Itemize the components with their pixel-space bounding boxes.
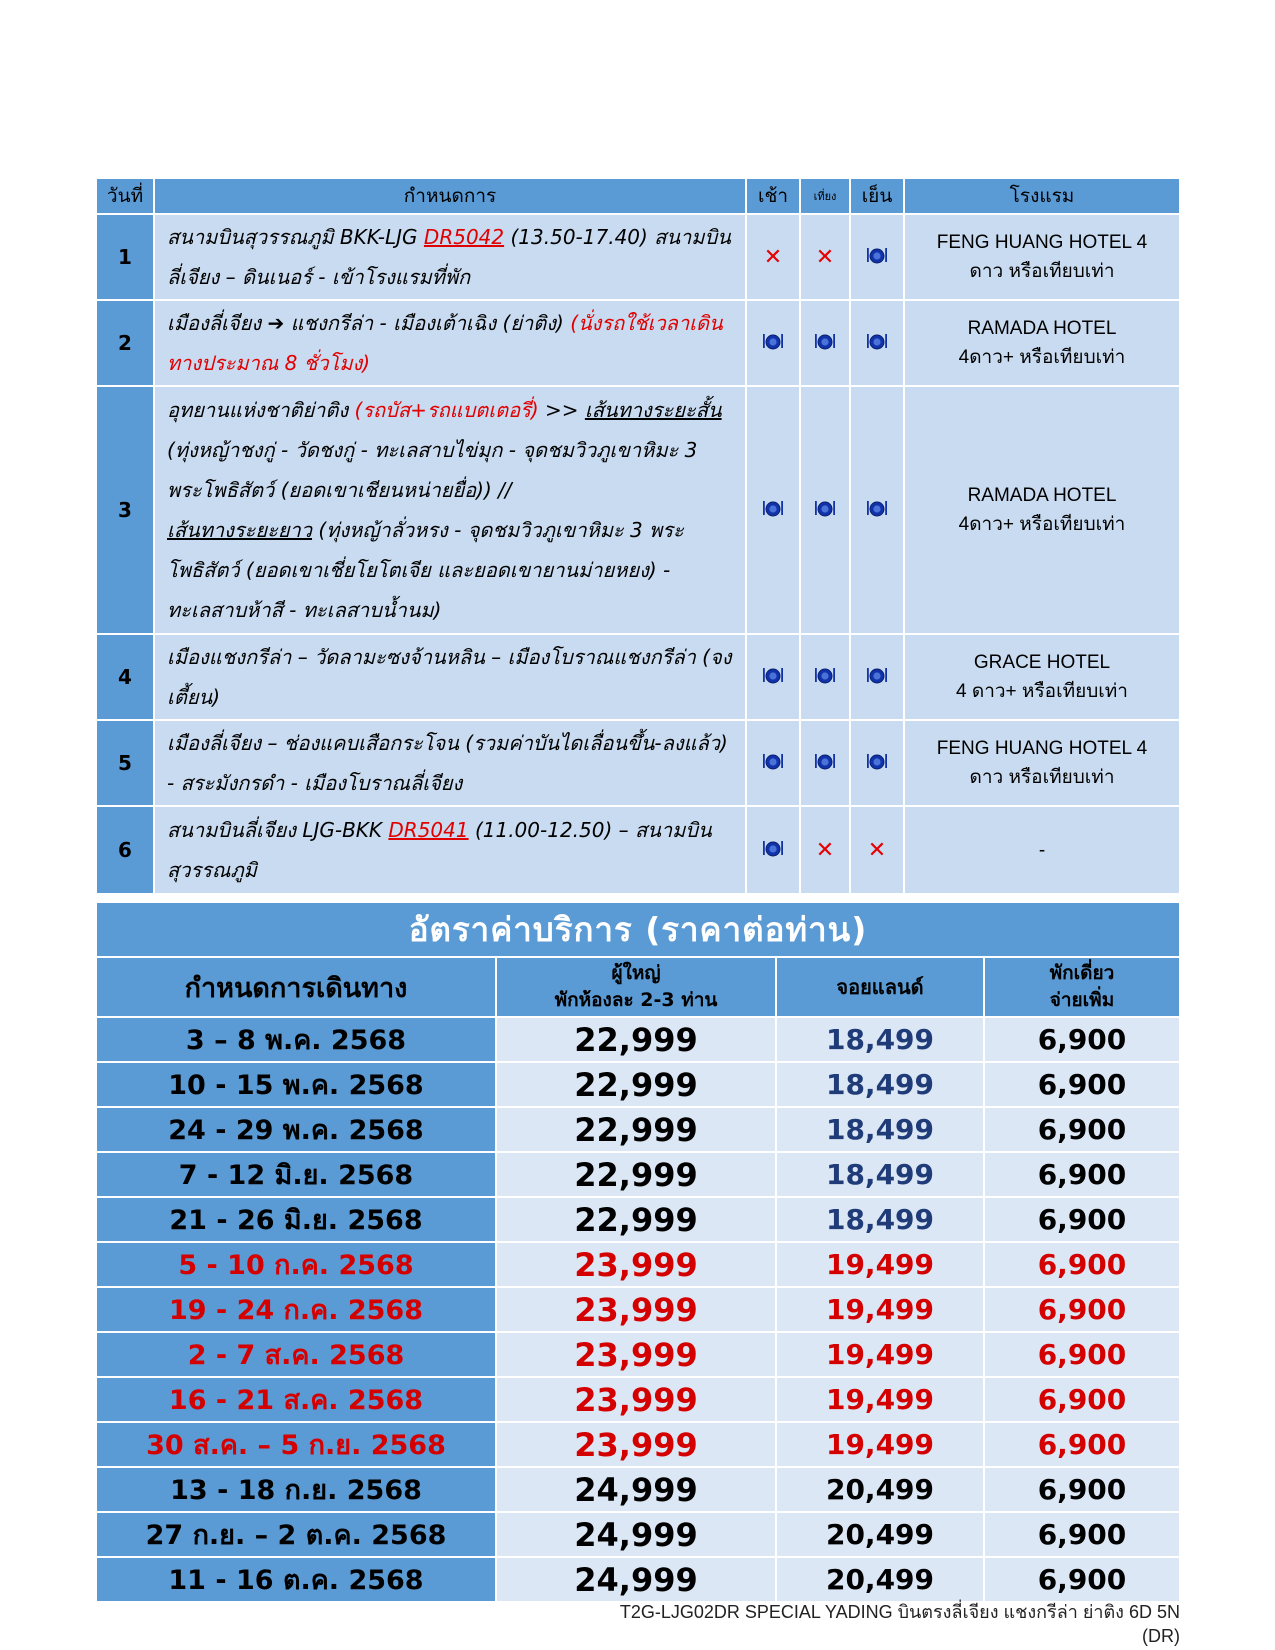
adult-price: 23,999	[496, 1332, 776, 1377]
price-table	[95, 901, 1181, 1603]
header-program: กำหนดการ	[154, 178, 746, 214]
travel-date: 24 - 29 พ.ค. 2568	[96, 1107, 496, 1152]
itinerary-header-row	[96, 178, 1180, 214]
program-text-part: (13.50-17.40) สนามบินลี่เจียง – ดินเนอร์ - เข้าโรงแรมที่พัก	[167, 225, 731, 289]
program-note: (รถบัส+รถแบตเตอรี่)	[354, 398, 539, 422]
program-text	[154, 386, 746, 634]
meal-lunch	[800, 720, 850, 806]
adult-price: 23,999	[496, 1422, 776, 1467]
meal-icon	[866, 751, 888, 775]
header-breakfast: เช้า	[746, 178, 800, 214]
meal-breakfast	[746, 386, 800, 634]
flight-link[interactable]: DR5042	[423, 225, 505, 249]
program-text-part: เมืองแชงกรีล่า – วัดลามะซงจ้านหลิน – เมืองโบราณแชงกรีล่า (จงเตี้ยน)	[167, 645, 732, 709]
price-row	[96, 1377, 1180, 1422]
adult-price: 22,999	[496, 1197, 776, 1242]
meal-breakfast	[746, 300, 800, 386]
single-supplement: 6,900	[984, 1107, 1180, 1152]
travel-date: 30 ส.ค. – 5 ก.ย. 2568	[96, 1422, 496, 1467]
price-row	[96, 1332, 1180, 1377]
price-row	[96, 1152, 1180, 1197]
program-text-part: เมืองลี่เจียง	[167, 311, 268, 335]
header-adult-line: ผู้ใหญ่	[611, 962, 661, 984]
hotel-name	[904, 300, 1180, 386]
meal-dinner	[850, 386, 904, 634]
meal-breakfast	[746, 634, 800, 720]
flight-link[interactable]: DR5041	[388, 818, 469, 842]
single-supplement: 6,900	[984, 1467, 1180, 1512]
day-number: 4	[96, 634, 154, 720]
hotel-line: GRACE HOTEL	[973, 652, 1111, 673]
hotel-line: 4 ดาว+ หรือเทียบเท่า	[956, 681, 1128, 702]
travel-date: 2 - 7 ส.ค. 2568	[96, 1332, 496, 1377]
program-text-part: (ทุ่งหญ้าลั่วหรง - จุดชมวิวภูเขาหิมะ 3 พระโพธิสัตว์ (ยอดเขาเชี่ยโยโตเจีย และยอดเขายานม่ายหยง) - ทะเลสาบห้าสี - ทะเลสาบน้ำนม)	[167, 518, 684, 622]
travel-date: 10 - 15 พ.ค. 2568	[96, 1062, 496, 1107]
adult-price: 22,999	[496, 1152, 776, 1197]
program-text-part: สนามบินสุวรรณภูมิ BKK-LJG	[167, 225, 424, 249]
program-text	[154, 720, 746, 806]
footer-code: T2G-LJG02DR SPECIAL YADING บินตรงลี่เจียง แชงกรีล่า ย่าติง 6D 5N (DR)	[619, 1602, 1180, 1646]
day-number: 6	[96, 806, 154, 894]
adult-price: 24,999	[496, 1557, 776, 1602]
price-rows	[96, 1017, 1180, 1602]
meal-breakfast	[746, 806, 800, 894]
single-supplement: 6,900	[984, 1197, 1180, 1242]
header-travel-date: กำหนดการเดินทาง	[96, 957, 496, 1017]
hotel-line: 4ดาว+ หรือเทียบเท่า	[958, 347, 1126, 368]
meal-icon	[762, 838, 784, 862]
adult-price: 24,999	[496, 1512, 776, 1557]
hotel-line: -	[1038, 839, 1046, 861]
header-single-line: จ่ายเพิ่ม	[1049, 989, 1115, 1011]
program-text-part: แชงกรีล่า - เมืองเต้าเฉิง (ย่าติง)	[284, 311, 571, 335]
hotel-name	[904, 720, 1180, 806]
price-row	[96, 1287, 1180, 1332]
meal-icon	[866, 331, 888, 355]
program-note: (นั่งรถใช้เวลาเดินทางประมาณ 8 ชั่วโมง)	[167, 311, 723, 375]
single-supplement: 6,900	[984, 1242, 1180, 1287]
itinerary-row	[96, 634, 1180, 720]
hotel-name	[904, 386, 1180, 634]
price-table-title: อัตราค่าบริการ (ราคาต่อท่าน)	[96, 902, 1180, 957]
hotel-line: 4ดาว+ หรือเทียบเท่า	[958, 514, 1126, 535]
joinland-price: 20,499	[776, 1512, 984, 1557]
header-day: วันที่	[96, 178, 154, 214]
meal-lunch	[800, 214, 850, 300]
program-text-part: (11.00-12.50) – สนามบินสุวรรณภูมิ	[167, 818, 712, 882]
itinerary-row	[96, 806, 1180, 894]
adult-price: 23,999	[496, 1377, 776, 1422]
meal-icon	[814, 751, 836, 775]
joinland-price: 19,499	[776, 1242, 984, 1287]
meal-icon	[762, 498, 784, 522]
price-row	[96, 1107, 1180, 1152]
price-row	[96, 1062, 1180, 1107]
program-text	[154, 300, 746, 386]
meal-icon	[762, 331, 784, 355]
hotel-line: FENG HUANG HOTEL 4	[936, 738, 1148, 759]
program-text	[154, 214, 746, 300]
single-supplement: 6,900	[984, 1512, 1180, 1557]
single-supplement: 6,900	[984, 1152, 1180, 1197]
header-single-line: พักเดี่ยว	[1049, 962, 1115, 984]
header-joinland: จอยแลนด์	[776, 957, 984, 1017]
meal-breakfast	[746, 214, 800, 300]
adult-price: 23,999	[496, 1287, 776, 1332]
meal-lunch	[800, 634, 850, 720]
meal-dinner	[850, 214, 904, 300]
travel-date: 19 - 24 ก.ค. 2568	[96, 1287, 496, 1332]
day-number: 1	[96, 214, 154, 300]
single-supplement: 6,900	[984, 1422, 1180, 1467]
joinland-price: 18,499	[776, 1017, 984, 1062]
meal-dinner	[850, 300, 904, 386]
meal-icon	[866, 245, 888, 269]
hotel-name	[904, 634, 1180, 720]
travel-date: 11 - 16 ต.ค. 2568	[96, 1557, 496, 1602]
joinland-price: 18,499	[776, 1197, 984, 1242]
header-hotel: โรงแรม	[904, 178, 1180, 214]
price-row	[96, 1422, 1180, 1467]
meal-icon	[762, 665, 784, 689]
header-lunch: เที่ยง	[800, 178, 850, 214]
program-text-part: (ทุ่งหญ้าชงกู่ - วัดชงกู่ - ทะเลสาบไข่มุก - จุดชมวิวภูเขาหิมะ 3 พระโพธิสัตว์ (ยอดเขาเชียนหน่ายยื่อ)) //	[167, 438, 698, 502]
travel-date: 21 - 26 มิ.ย. 2568	[96, 1197, 496, 1242]
meal-icon	[814, 665, 836, 689]
program-text	[154, 634, 746, 720]
single-supplement: 6,900	[984, 1377, 1180, 1422]
meal-dinner	[850, 720, 904, 806]
header-dinner: เย็น	[850, 178, 904, 214]
hotel-line: ดาว หรือเทียบเท่า	[969, 767, 1115, 788]
price-row	[96, 1512, 1180, 1557]
joinland-price: 18,499	[776, 1152, 984, 1197]
adult-price: 22,999	[496, 1107, 776, 1152]
single-supplement: 6,900	[984, 1017, 1180, 1062]
arrow-right-icon: ➔	[267, 311, 285, 335]
day-number: 5	[96, 720, 154, 806]
hotel-name	[904, 214, 1180, 300]
program-text-part: >>	[538, 398, 585, 422]
adult-price: 22,999	[496, 1062, 776, 1107]
price-row	[96, 1467, 1180, 1512]
joinland-price: 20,499	[776, 1467, 984, 1512]
joinland-price: 19,499	[776, 1287, 984, 1332]
single-supplement: 6,900	[984, 1332, 1180, 1377]
travel-date: 13 - 18 ก.ย. 2568	[96, 1467, 496, 1512]
hotel-line: RAMADA HOTEL	[967, 485, 1117, 506]
single-supplement: 6,900	[984, 1062, 1180, 1107]
program-text-part: อุทยานแห่งชาติย่าติง	[167, 398, 355, 422]
meal-icon	[814, 498, 836, 522]
header-adult-line: พักห้องละ 2-3 ท่าน	[554, 989, 718, 1011]
program-text-part: เมืองลี่เจียง – ช่องแคบเสือกระโจน (รวมค่าบันไดเลื่อนขึ้น-ลงแล้ว) - สระมังกรดำ - เมืองโบราณลี่เจียง	[167, 731, 728, 795]
x-icon: ✕	[815, 837, 835, 863]
itinerary-row	[96, 720, 1180, 806]
adult-price: 22,999	[496, 1017, 776, 1062]
itinerary-row	[96, 386, 1180, 634]
travel-date: 27 ก.ย. – 2 ต.ค. 2568	[96, 1512, 496, 1557]
joinland-price: 18,499	[776, 1062, 984, 1107]
joinland-price: 19,499	[776, 1377, 984, 1422]
meal-icon	[866, 665, 888, 689]
joinland-price: 19,499	[776, 1422, 984, 1467]
x-icon: ✕	[867, 837, 887, 863]
x-icon: ✕	[815, 244, 835, 270]
meal-dinner	[850, 806, 904, 894]
adult-price: 24,999	[496, 1467, 776, 1512]
long-route-label: เส้นทางระยะยาว	[167, 518, 313, 542]
joinland-price: 20,499	[776, 1557, 984, 1602]
joinland-price: 18,499	[776, 1107, 984, 1152]
hotel-line: FENG HUANG HOTEL 4	[936, 232, 1148, 253]
meal-icon	[762, 751, 784, 775]
travel-date: 5 - 10 ก.ค. 2568	[96, 1242, 496, 1287]
travel-date: 16 - 21 ส.ค. 2568	[96, 1377, 496, 1422]
single-supplement: 6,900	[984, 1557, 1180, 1602]
program-text	[154, 806, 746, 894]
header-adult	[496, 957, 776, 1017]
itinerary-table	[95, 177, 1181, 895]
single-supplement: 6,900	[984, 1287, 1180, 1332]
meal-icon	[866, 498, 888, 522]
price-row	[96, 1557, 1180, 1602]
header-single	[984, 957, 1180, 1017]
travel-date: 7 - 12 มิ.ย. 2568	[96, 1152, 496, 1197]
meal-icon	[814, 331, 836, 355]
hotel-line: ดาว หรือเทียบเท่า	[969, 261, 1115, 282]
hotel-name	[904, 806, 1180, 894]
short-route-label: เส้นทางระยะสั้น	[584, 398, 722, 422]
meal-lunch	[800, 806, 850, 894]
day-number: 2	[96, 300, 154, 386]
price-row	[96, 1197, 1180, 1242]
day-number: 3	[96, 386, 154, 634]
travel-date: 3 – 8 พ.ค. 2568	[96, 1017, 496, 1062]
price-row	[96, 1242, 1180, 1287]
program-text-part: สนามบินลี่เจียง LJG-BKK	[167, 818, 389, 842]
meal-breakfast	[746, 720, 800, 806]
x-icon: ✕	[763, 244, 783, 270]
meal-lunch	[800, 386, 850, 634]
adult-price: 23,999	[496, 1242, 776, 1287]
meal-lunch	[800, 300, 850, 386]
itinerary-row	[96, 300, 1180, 386]
joinland-price: 19,499	[776, 1332, 984, 1377]
hotel-line: RAMADA HOTEL	[967, 318, 1117, 339]
price-row	[96, 1017, 1180, 1062]
itinerary-row	[96, 214, 1180, 300]
meal-dinner	[850, 634, 904, 720]
